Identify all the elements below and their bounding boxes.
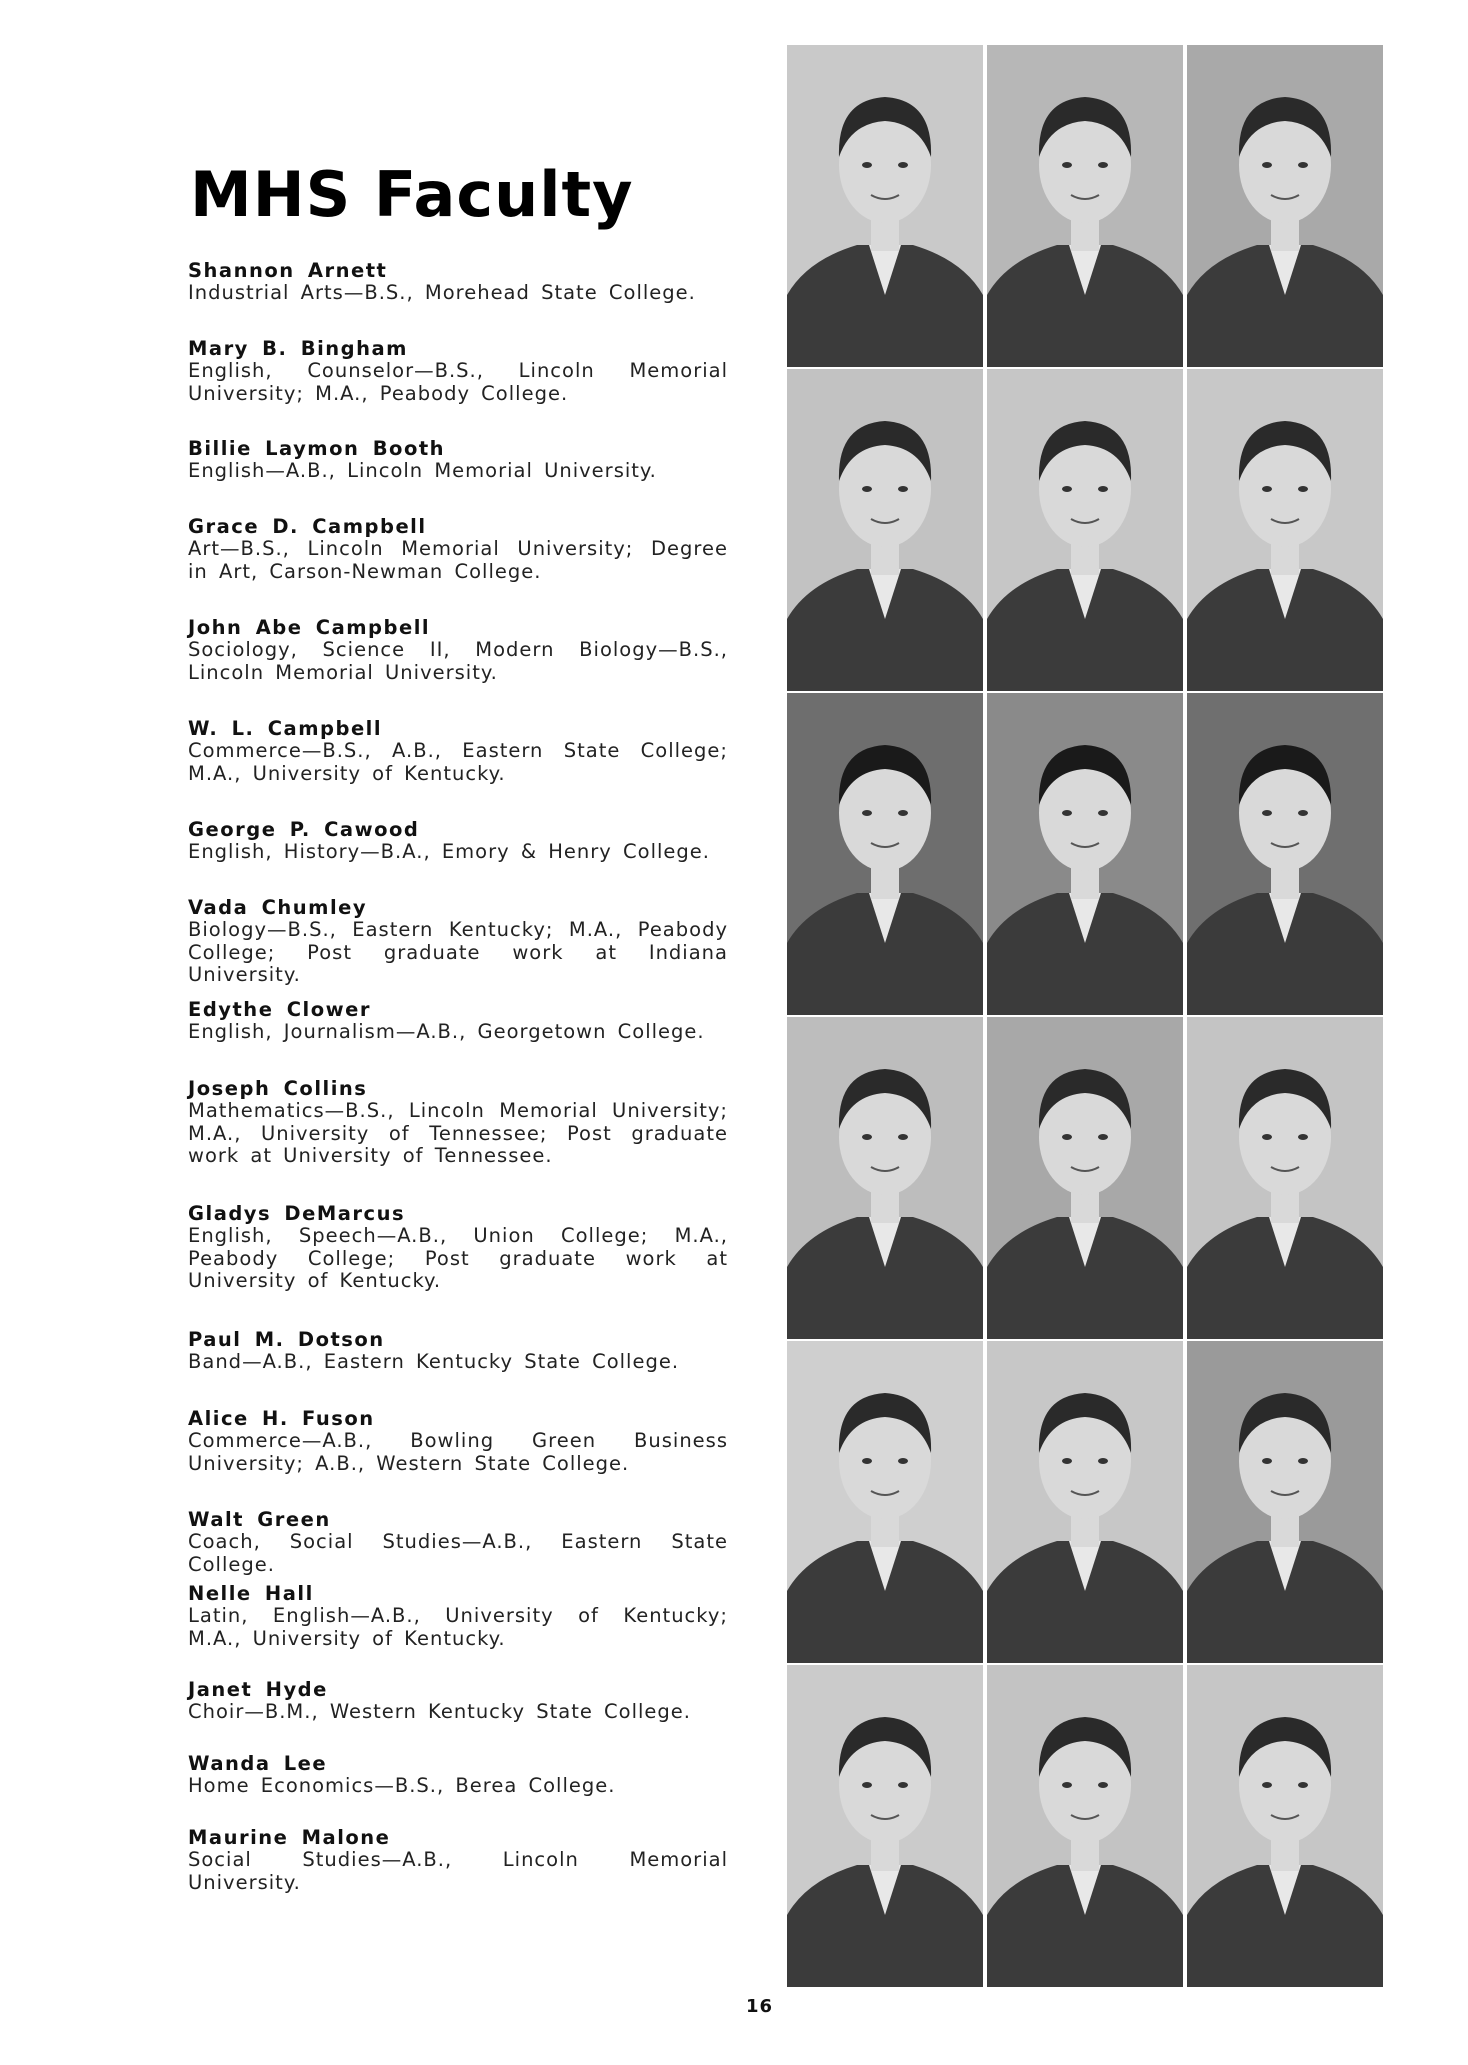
faculty-portrait-photo xyxy=(1187,693,1383,1015)
faculty-portrait-photo xyxy=(787,1341,983,1663)
faculty-credentials: Coach, Social Studies—A.B., Eastern State College. xyxy=(188,1530,728,1576)
faculty-entry xyxy=(188,718,728,785)
faculty-entry xyxy=(188,999,728,1044)
faculty-entry xyxy=(188,1583,728,1650)
faculty-entry xyxy=(188,1329,728,1374)
page-title: MHS Faculty xyxy=(190,158,634,231)
faculty-entry xyxy=(188,897,728,987)
faculty-portrait-photo xyxy=(1187,369,1383,691)
faculty-name: W. L. Campbell xyxy=(188,717,383,740)
faculty-name: Grace D. Campbell xyxy=(188,515,427,538)
faculty-name: Edythe Clower xyxy=(188,998,371,1021)
faculty-entry xyxy=(188,819,728,864)
faculty-name: Maurine Malone xyxy=(188,1826,391,1849)
faculty-portrait-photo xyxy=(787,45,983,367)
faculty-credentials: English, Journalism—A.B., Georgetown College. xyxy=(188,1020,705,1043)
faculty-entry xyxy=(188,1078,728,1168)
faculty-name: Janet Hyde xyxy=(188,1678,328,1701)
faculty-entry xyxy=(188,1203,728,1293)
page-number: 16 xyxy=(746,1996,774,2017)
faculty-credentials: Home Economics—B.S., Berea College. xyxy=(188,1774,616,1797)
faculty-entry xyxy=(188,1679,728,1724)
faculty-credentials: English—A.B., Lincoln Memorial University. xyxy=(188,459,657,482)
faculty-name: Paul M. Dotson xyxy=(188,1328,385,1351)
faculty-portrait-photo xyxy=(987,693,1183,1015)
faculty-portrait-photo xyxy=(1187,1665,1383,1987)
faculty-credentials: Art—B.S., Lincoln Memorial University; Degree in Art, Carson-Newman College. xyxy=(188,537,728,583)
faculty-portrait-photo xyxy=(787,1017,983,1339)
faculty-entry xyxy=(188,1509,728,1576)
faculty-portrait-photo xyxy=(987,1341,1183,1663)
faculty-entry xyxy=(188,1408,728,1475)
faculty-credentials: English, Speech—A.B., Union College; M.A., Peabody College; Post graduate work at University of Kentucky. xyxy=(188,1224,728,1292)
faculty-credentials: Commerce—B.S., A.B., Eastern State College; M.A., University of Kentucky. xyxy=(188,739,728,785)
faculty-entry xyxy=(188,438,728,483)
faculty-entry xyxy=(188,1827,728,1894)
faculty-portrait-photo xyxy=(987,369,1183,691)
faculty-credentials: Social Studies—A.B., Lincoln Memorial University. xyxy=(188,1848,728,1894)
faculty-name: Vada Chumley xyxy=(188,896,368,919)
faculty-entry xyxy=(188,260,728,305)
faculty-portrait-photo xyxy=(987,1017,1183,1339)
faculty-credentials: Industrial Arts—B.S., Morehead State College. xyxy=(188,281,696,304)
faculty-credentials: English, History—B.A., Emory & Henry College. xyxy=(188,840,710,863)
faculty-name: George P. Cawood xyxy=(188,818,420,841)
faculty-name: Nelle Hall xyxy=(188,1582,314,1605)
faculty-name: Wanda Lee xyxy=(188,1752,328,1775)
faculty-credentials: Commerce—A.B., Bowling Green Business University; A.B., Western State College. xyxy=(188,1429,728,1475)
faculty-credentials: Band—A.B., Eastern Kentucky State College. xyxy=(188,1350,680,1373)
faculty-name: Mary B. Bingham xyxy=(188,337,408,360)
faculty-entry xyxy=(188,338,728,405)
faculty-credentials: Choir—B.M., Western Kentucky State College. xyxy=(188,1700,692,1723)
faculty-credentials: Latin, English—A.B., University of Kentucky; M.A., University of Kentucky. xyxy=(188,1604,728,1650)
faculty-name: Gladys DeMarcus xyxy=(188,1202,406,1225)
faculty-entry xyxy=(188,617,728,684)
faculty-name: Shannon Arnett xyxy=(188,259,388,282)
faculty-credentials: Mathematics—B.S., Lincoln Memorial University; M.A., University of Tennessee; Post graduate work at University of Tennessee. xyxy=(188,1099,728,1167)
faculty-entry xyxy=(188,1753,728,1798)
faculty-portrait-photo xyxy=(787,369,983,691)
faculty-entry xyxy=(188,516,728,583)
faculty-portrait-photo xyxy=(1187,1341,1383,1663)
faculty-portrait-photo xyxy=(987,45,1183,367)
faculty-portrait-photo xyxy=(1187,1017,1383,1339)
faculty-credentials: Biology—B.S., Eastern Kentucky; M.A., Peabody College; Post graduate work at Indiana University. xyxy=(188,918,728,986)
faculty-credentials: Sociology, Science II, Modern Biology—B.S., Lincoln Memorial University. xyxy=(188,638,728,684)
faculty-name: Billie Laymon Booth xyxy=(188,437,446,460)
faculty-credentials: English, Counselor—B.S., Lincoln Memorial University; M.A., Peabody College. xyxy=(188,359,728,405)
faculty-name: Joseph Collins xyxy=(188,1077,368,1100)
faculty-portrait-photo xyxy=(1187,45,1383,367)
faculty-name: Alice H. Fuson xyxy=(188,1407,375,1430)
faculty-name: John Abe Campbell xyxy=(188,616,431,639)
faculty-portrait-photo xyxy=(787,693,983,1015)
faculty-portrait-photo xyxy=(787,1665,983,1987)
faculty-portrait-photo xyxy=(987,1665,1183,1987)
faculty-name: Walt Green xyxy=(188,1508,331,1531)
